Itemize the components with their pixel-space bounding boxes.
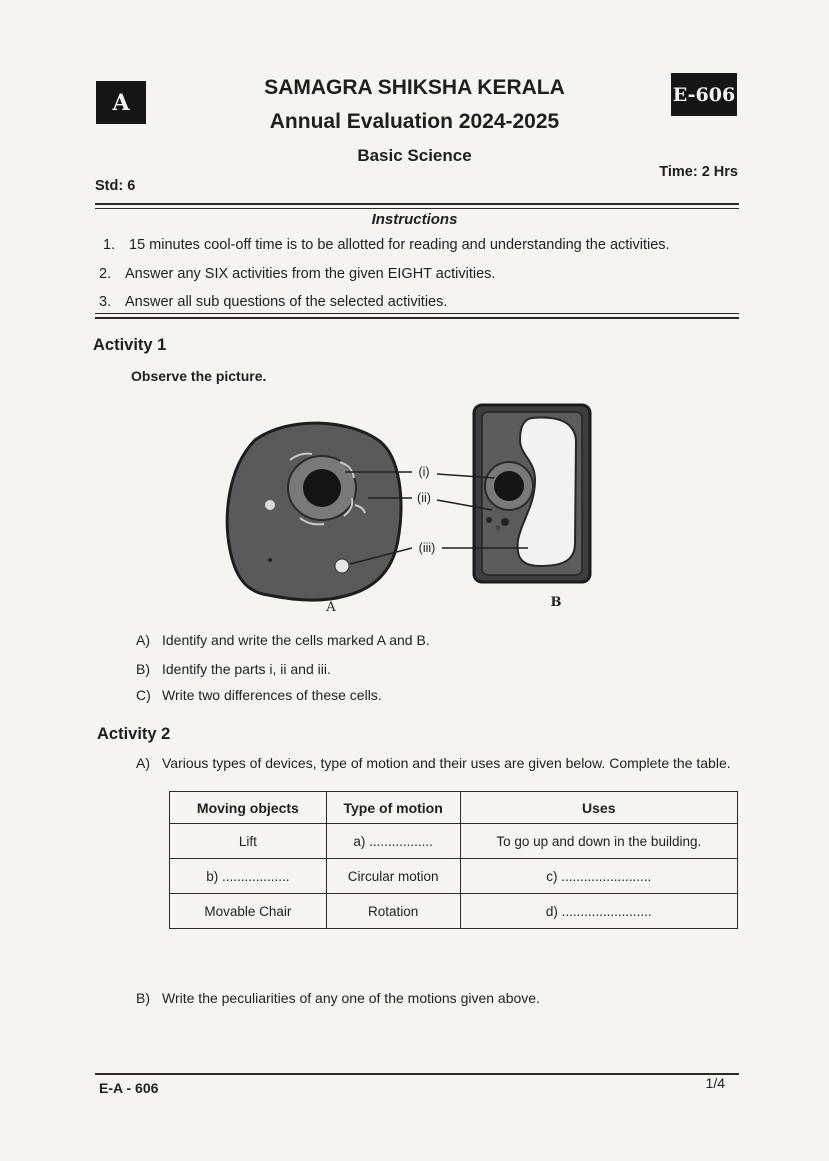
- animal-cell-vacuole-iii: [335, 559, 349, 573]
- table-cell: d) ........................: [460, 894, 737, 929]
- activity-2-question-a-label: A): [136, 755, 150, 771]
- label-cell-b: B: [550, 595, 562, 610]
- table-cell: Movable Chair: [170, 894, 327, 929]
- motion-table: [169, 791, 738, 929]
- question-c-label: C): [136, 687, 151, 703]
- table-cell: c) ........................: [460, 859, 737, 894]
- question-a-text: Identify and write the cells marked A and B.: [162, 632, 430, 648]
- plant-cell-plastid-1: [501, 518, 509, 526]
- question-b-label: B): [136, 661, 150, 677]
- activity-2-question-b-label: B): [136, 990, 150, 1006]
- label-cell-a: A: [326, 600, 336, 615]
- label-i: (i): [418, 465, 430, 479]
- activity-2-question-a: [136, 755, 731, 771]
- instruction-2-text: Answer any SIX activities from the given EIGHT activities.: [125, 266, 496, 282]
- activity-2-question-a-text: Various types of devices, type of motion and their uses are given below. Complete the table.: [162, 755, 731, 771]
- footer-code: E-A - 606: [99, 1080, 159, 1096]
- instruction-3-num: 3.: [99, 294, 112, 310]
- set-code: A: [112, 89, 130, 116]
- activity-2-question-b-text: Write the peculiarities of any one of the motions given above.: [162, 990, 540, 1006]
- page-number: 1/4: [705, 1075, 725, 1091]
- question-c-text: Write two differences of these cells.: [162, 687, 382, 703]
- table-cell: To go up and down in the building.: [460, 824, 737, 859]
- footer-rule: [95, 1073, 739, 1075]
- activity-1-question-c: [136, 687, 382, 703]
- instruction-2-num: 2.: [99, 266, 112, 282]
- question-a-label: A): [136, 632, 150, 648]
- instruction-1-num: 1.: [103, 237, 116, 253]
- table-cell: b) ..................: [170, 859, 327, 894]
- label-ii: (ii): [417, 491, 431, 505]
- activity-2-question-b: [136, 990, 540, 1006]
- activity-1-question-a: [136, 632, 430, 648]
- instructions-title: Instructions: [371, 211, 458, 228]
- animal-cell-nucleus: [303, 469, 341, 507]
- activity-1-question-b: [136, 661, 331, 677]
- paper-code: E-606: [672, 83, 736, 106]
- table-cell: Rotation: [326, 894, 460, 929]
- plant-cell-plastid-2: [486, 517, 492, 523]
- table-header-row: [170, 792, 738, 824]
- instruction-1-text: 15 minutes cool-off time is to be allotted for reading and understanding the activities.: [129, 237, 670, 253]
- instruction-3-text: Answer all sub questions of the selected activities.: [125, 294, 448, 310]
- table-header-cell: Uses: [460, 792, 737, 824]
- table-cell: Circular motion: [326, 859, 460, 894]
- activity-1-prompt: Observe the picture.: [131, 368, 267, 384]
- question-b-text: Identify the parts i, ii and iii.: [162, 661, 331, 677]
- org-name: SAMAGRA SHIKSHA KERALA: [264, 76, 565, 99]
- table-row: [170, 859, 738, 894]
- table-cell: a) .................: [326, 824, 460, 859]
- animal-cell-granule: [268, 558, 272, 562]
- table-header-cell: Moving objects: [170, 792, 327, 824]
- table-row: [170, 824, 738, 859]
- animal-cell-vacuole-small: [265, 500, 275, 510]
- plant-cell-plastid-3: [496, 526, 501, 531]
- std-label: Std: 6: [95, 178, 136, 194]
- plant-cell-nucleus: [494, 471, 524, 501]
- label-iii: (iii): [418, 541, 436, 555]
- activity-2-title: Activity 2: [97, 725, 171, 743]
- table-cell: Lift: [170, 824, 327, 859]
- activity-1-title: Activity 1: [93, 336, 167, 354]
- exam-title: Annual Evaluation 2024-2025: [269, 110, 560, 133]
- table-row: [170, 894, 738, 929]
- time-label: Time: 2 Hrs: [659, 164, 738, 180]
- table-header-cell: Type of motion: [326, 792, 460, 824]
- subject-title: Basic Science: [357, 146, 472, 165]
